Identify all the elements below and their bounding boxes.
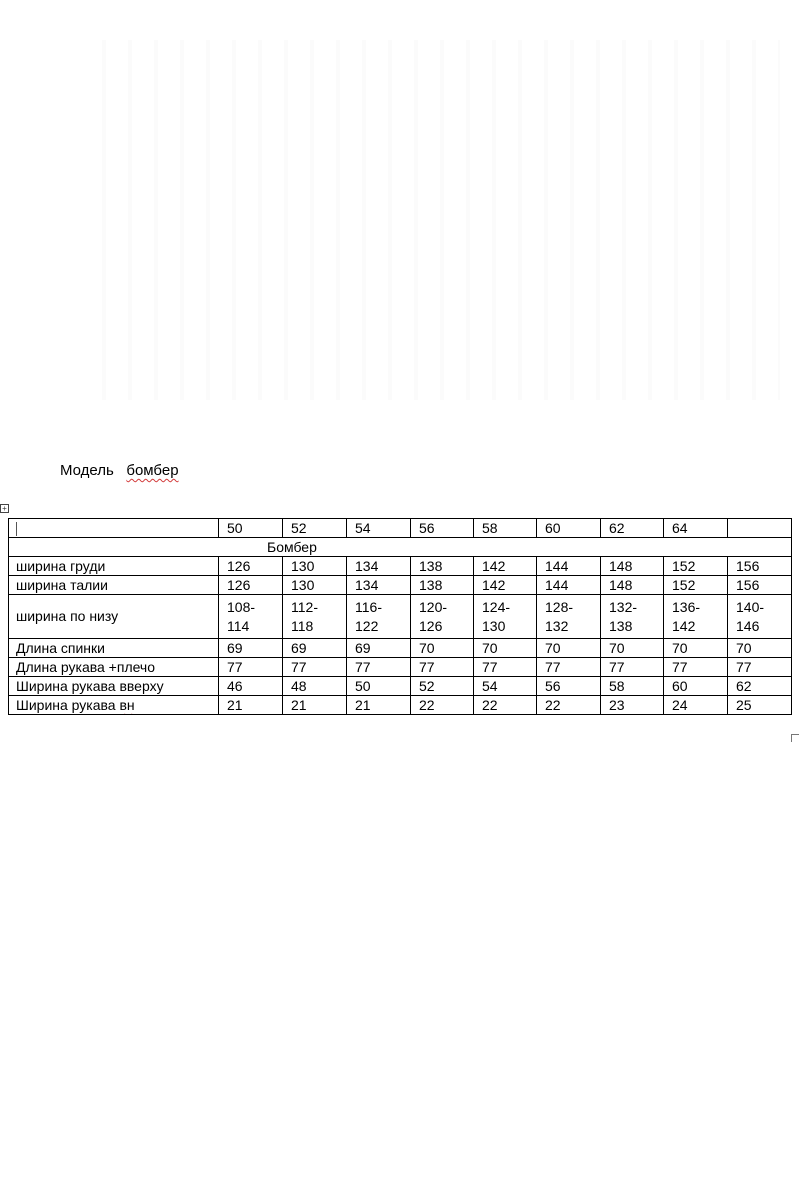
measurement-value: 130 bbox=[283, 557, 347, 576]
measurement-value: 69 bbox=[347, 639, 411, 658]
measurement-value: 148 bbox=[601, 557, 664, 576]
size-cell: 62 bbox=[601, 519, 664, 538]
measurement-value: 152 bbox=[664, 576, 728, 595]
measurement-value: 156 bbox=[728, 557, 792, 576]
measurement-value: 156 bbox=[728, 576, 792, 595]
measurement-value: 138 bbox=[411, 557, 474, 576]
measurement-value: 69 bbox=[219, 639, 283, 658]
measurement-value: 142 bbox=[474, 557, 537, 576]
measurement-value: 56 bbox=[537, 677, 601, 696]
measurement-value: 70 bbox=[728, 639, 792, 658]
measurement-value: 60 bbox=[664, 677, 728, 696]
measurement-value: 70 bbox=[474, 639, 537, 658]
measurement-label: Длина спинки bbox=[9, 639, 219, 658]
measurement-value: 126 bbox=[219, 576, 283, 595]
measurement-label: ширина груди bbox=[9, 557, 219, 576]
measurement-value: 70 bbox=[601, 639, 664, 658]
measurement-value: 52 bbox=[411, 677, 474, 696]
section-title: Бомбер bbox=[9, 538, 792, 557]
measurement-value: 77 bbox=[283, 658, 347, 677]
measurement-row bbox=[9, 677, 792, 696]
model-prefix: Модель bbox=[60, 462, 114, 479]
measurement-value: 48 bbox=[283, 677, 347, 696]
measurement-value: 138 bbox=[411, 576, 474, 595]
model-heading bbox=[60, 462, 179, 479]
measurement-value: 144 bbox=[537, 557, 601, 576]
measurement-value: 148 bbox=[601, 576, 664, 595]
measurement-value: 77 bbox=[664, 658, 728, 677]
size-cell bbox=[728, 519, 792, 538]
measurement-label: Ширина рукава вверху bbox=[9, 677, 219, 696]
measurement-value: 25 bbox=[728, 696, 792, 715]
measurement-row bbox=[9, 639, 792, 658]
measurement-value: 70 bbox=[664, 639, 728, 658]
measurement-value: 70 bbox=[411, 639, 474, 658]
measurement-value: 77 bbox=[219, 658, 283, 677]
spellcheck-word: вн bbox=[119, 697, 135, 713]
table-resize-handle-icon[interactable] bbox=[791, 734, 799, 742]
model-name: бомбер bbox=[126, 462, 179, 479]
measurement-row bbox=[9, 576, 792, 595]
measurement-value: 24 bbox=[664, 696, 728, 715]
text-cursor-icon bbox=[16, 522, 18, 536]
size-cell: 56 bbox=[411, 519, 474, 538]
measurement-value: 124- 130 bbox=[474, 595, 537, 639]
size-cell: 58 bbox=[474, 519, 537, 538]
measurement-value: 134 bbox=[347, 557, 411, 576]
measurement-value: 46 bbox=[219, 677, 283, 696]
measurement-value: 23 bbox=[601, 696, 664, 715]
size-cell: 50 bbox=[219, 519, 283, 538]
measurement-value: 69 bbox=[283, 639, 347, 658]
measurement-value: 22 bbox=[411, 696, 474, 715]
measurement-row bbox=[9, 595, 792, 639]
measurement-value: 140- 146 bbox=[728, 595, 792, 639]
size-cell: 60 bbox=[537, 519, 601, 538]
measurement-value: 77 bbox=[474, 658, 537, 677]
measurement-value: 22 bbox=[537, 696, 601, 715]
size-header-row bbox=[9, 519, 792, 538]
measurement-label: Ширина рукава вн bbox=[9, 696, 219, 715]
section-title-row bbox=[9, 538, 792, 557]
measurement-label: ширина талии bbox=[9, 576, 219, 595]
measurement-value: 77 bbox=[537, 658, 601, 677]
measurement-value: 77 bbox=[728, 658, 792, 677]
faint-background-texture bbox=[80, 40, 780, 400]
measurement-value: 116- 122 bbox=[347, 595, 411, 639]
measurement-value: 77 bbox=[347, 658, 411, 677]
size-cell: 64 bbox=[664, 519, 728, 538]
size-table bbox=[8, 518, 792, 715]
measurement-value: 77 bbox=[601, 658, 664, 677]
measurement-value: 50 bbox=[347, 677, 411, 696]
measurement-label: Длина рукава +плечо bbox=[9, 658, 219, 677]
measurement-value: 77 bbox=[411, 658, 474, 677]
measurement-value: 128- 132 bbox=[537, 595, 601, 639]
header-empty-cell bbox=[9, 519, 219, 538]
table-move-handle-icon[interactable]: + bbox=[0, 504, 9, 513]
measurement-value: 130 bbox=[283, 576, 347, 595]
size-table-body bbox=[9, 519, 792, 715]
measurement-value: 70 bbox=[537, 639, 601, 658]
measurement-value: 120- 126 bbox=[411, 595, 474, 639]
measurement-row bbox=[9, 696, 792, 715]
measurement-value: 126 bbox=[219, 557, 283, 576]
measurement-value: 54 bbox=[474, 677, 537, 696]
size-cell: 54 bbox=[347, 519, 411, 538]
measurement-value: 108- 114 bbox=[219, 595, 283, 639]
measurement-value: 22 bbox=[474, 696, 537, 715]
measurement-label: ширина по низу bbox=[9, 595, 219, 639]
measurement-value: 134 bbox=[347, 576, 411, 595]
measurement-value: 112- 118 bbox=[283, 595, 347, 639]
measurement-value: 21 bbox=[347, 696, 411, 715]
measurement-value: 144 bbox=[537, 576, 601, 595]
measurement-row bbox=[9, 658, 792, 677]
measurement-value: 132- 138 bbox=[601, 595, 664, 639]
size-cell: 52 bbox=[283, 519, 347, 538]
measurement-row bbox=[9, 557, 792, 576]
measurement-value: 142 bbox=[474, 576, 537, 595]
measurement-value: 21 bbox=[219, 696, 283, 715]
measurement-value: 21 bbox=[283, 696, 347, 715]
measurement-value: 136- 142 bbox=[664, 595, 728, 639]
measurement-value: 58 bbox=[601, 677, 664, 696]
measurement-value: 152 bbox=[664, 557, 728, 576]
measurement-value: 62 bbox=[728, 677, 792, 696]
